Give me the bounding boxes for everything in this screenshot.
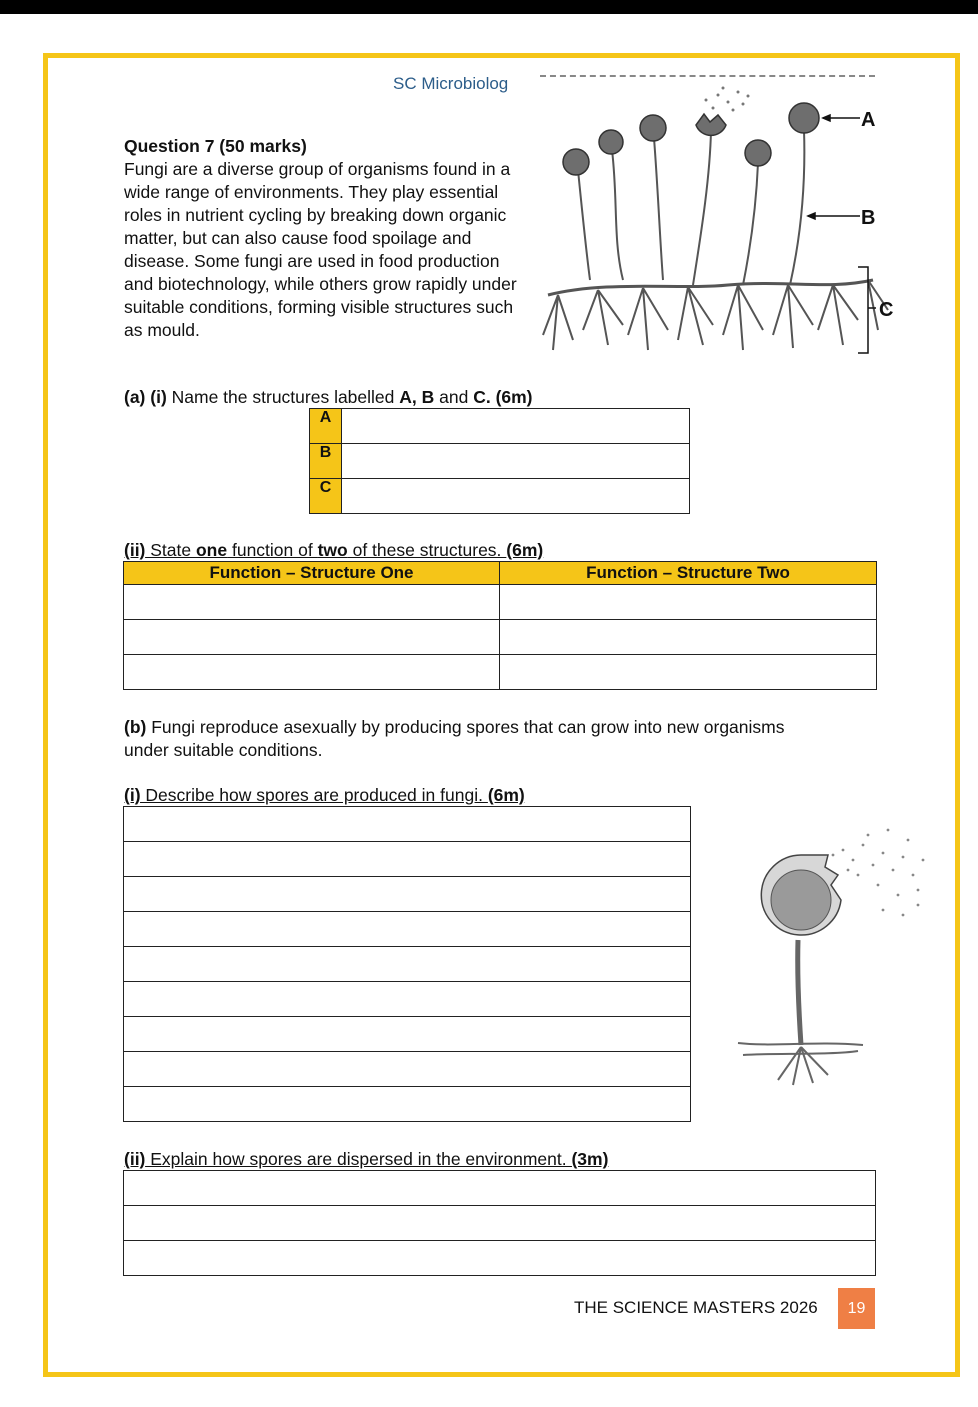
rhizoid (628, 288, 668, 350)
answer-cell[interactable] (500, 620, 877, 655)
answer-line (124, 947, 691, 982)
spore-cloud (832, 829, 925, 917)
table-row (124, 620, 877, 655)
sporangiophore-6 (790, 130, 804, 285)
rhizoid (818, 285, 858, 345)
answer-table-abc (309, 408, 690, 514)
rhizoid (723, 285, 763, 350)
question-intro: Fungi are a diverse group of organisms found in a wide range of environments. They play essential roles in nutrient cycling by breaking down organic matter, but can also cause food spoilage and disease. Some fungi are used in food production and biotechnology, while others grow rapidly under suitable conditions, forming visible structures such as mould. (124, 159, 517, 340)
question-title: Question 7 (50 marks) (124, 136, 307, 156)
sporangiophore-1 (578, 170, 590, 280)
answer-cell[interactable] (124, 620, 500, 655)
sporangiophore-2 (612, 150, 623, 280)
rhizoid (583, 290, 623, 345)
answer-line (124, 1171, 876, 1206)
answer-cell[interactable] (124, 655, 500, 690)
question-b-ii: (ii) Explain how spores are dispersed in the environment. (3m) (124, 1149, 609, 1169)
table-row (310, 444, 690, 479)
answer-line (124, 877, 691, 912)
column-header-structure-one: Function – Structure One (124, 562, 500, 585)
rhizoid (773, 285, 813, 348)
answer-line (124, 912, 691, 947)
answer-cell-c[interactable] (342, 479, 690, 514)
spore-mass (771, 870, 831, 930)
table-row (310, 409, 690, 444)
table-row (124, 655, 877, 690)
label-b: B (861, 207, 876, 229)
sporangiophore-3 (654, 138, 663, 280)
sporangium-1 (563, 149, 589, 175)
label-a: A (861, 109, 876, 131)
answer-line (124, 842, 691, 877)
answer-lines-b-ii (123, 1170, 876, 1276)
question-a-ii: (ii) State one function of two of these structures. (6m) (124, 540, 544, 560)
answer-cell[interactable] (500, 655, 877, 690)
function-table (123, 561, 877, 690)
top-bar (0, 0, 978, 14)
answer-line (124, 1206, 876, 1241)
answer-line (124, 982, 691, 1017)
row-label-b: B (310, 444, 342, 479)
label-c: C (879, 299, 894, 321)
answer-cell-a[interactable] (342, 409, 690, 444)
header-cut-text (540, 75, 875, 79)
sporangiophore (798, 940, 801, 1045)
row-label-a: A (310, 409, 342, 444)
answer-line (124, 1241, 876, 1276)
row-label-c: C (310, 479, 342, 514)
page-header: SC Microbiolog (393, 74, 509, 93)
answer-line (124, 1087, 691, 1122)
answer-cell[interactable] (124, 585, 500, 620)
answer-line (124, 1052, 691, 1087)
question-b-i: (i) Describe how spores are produced in fungi. (6m) (124, 785, 525, 805)
footer-text: THE SCIENCE MASTERS 2026 (574, 1298, 818, 1317)
rhizoids (738, 1043, 863, 1085)
question-a-i: (a) (i) Name the structures labelled A, B and C. (6m) (124, 387, 533, 407)
sporangium-illustration (733, 815, 933, 1093)
released-spores (705, 87, 750, 112)
rhizoid (678, 287, 713, 345)
rhizoid (543, 295, 573, 350)
answer-cell-b[interactable] (342, 444, 690, 479)
question-b: (b) Fungi reproduce asexually by producing spores that can grow into new organisms under suitable conditions. (124, 717, 785, 760)
answer-line (124, 807, 691, 842)
table-row (310, 479, 690, 514)
sporangium-2 (599, 130, 623, 154)
table-row (124, 585, 877, 620)
sporangium-5 (745, 140, 771, 166)
column-header-structure-two: Function – Structure Two (500, 562, 877, 585)
sporangium-open (696, 114, 726, 135)
answer-line (124, 1017, 691, 1052)
answer-cell[interactable] (500, 585, 877, 620)
answer-lines-b-i (123, 806, 691, 1122)
sporangium-6 (789, 103, 819, 133)
sporangiophore-4 (693, 130, 711, 285)
fungus-diagram (528, 80, 920, 370)
page-number: 19 (838, 1288, 875, 1329)
sporangium-3 (640, 115, 666, 141)
sporangiophore-5 (743, 163, 758, 285)
